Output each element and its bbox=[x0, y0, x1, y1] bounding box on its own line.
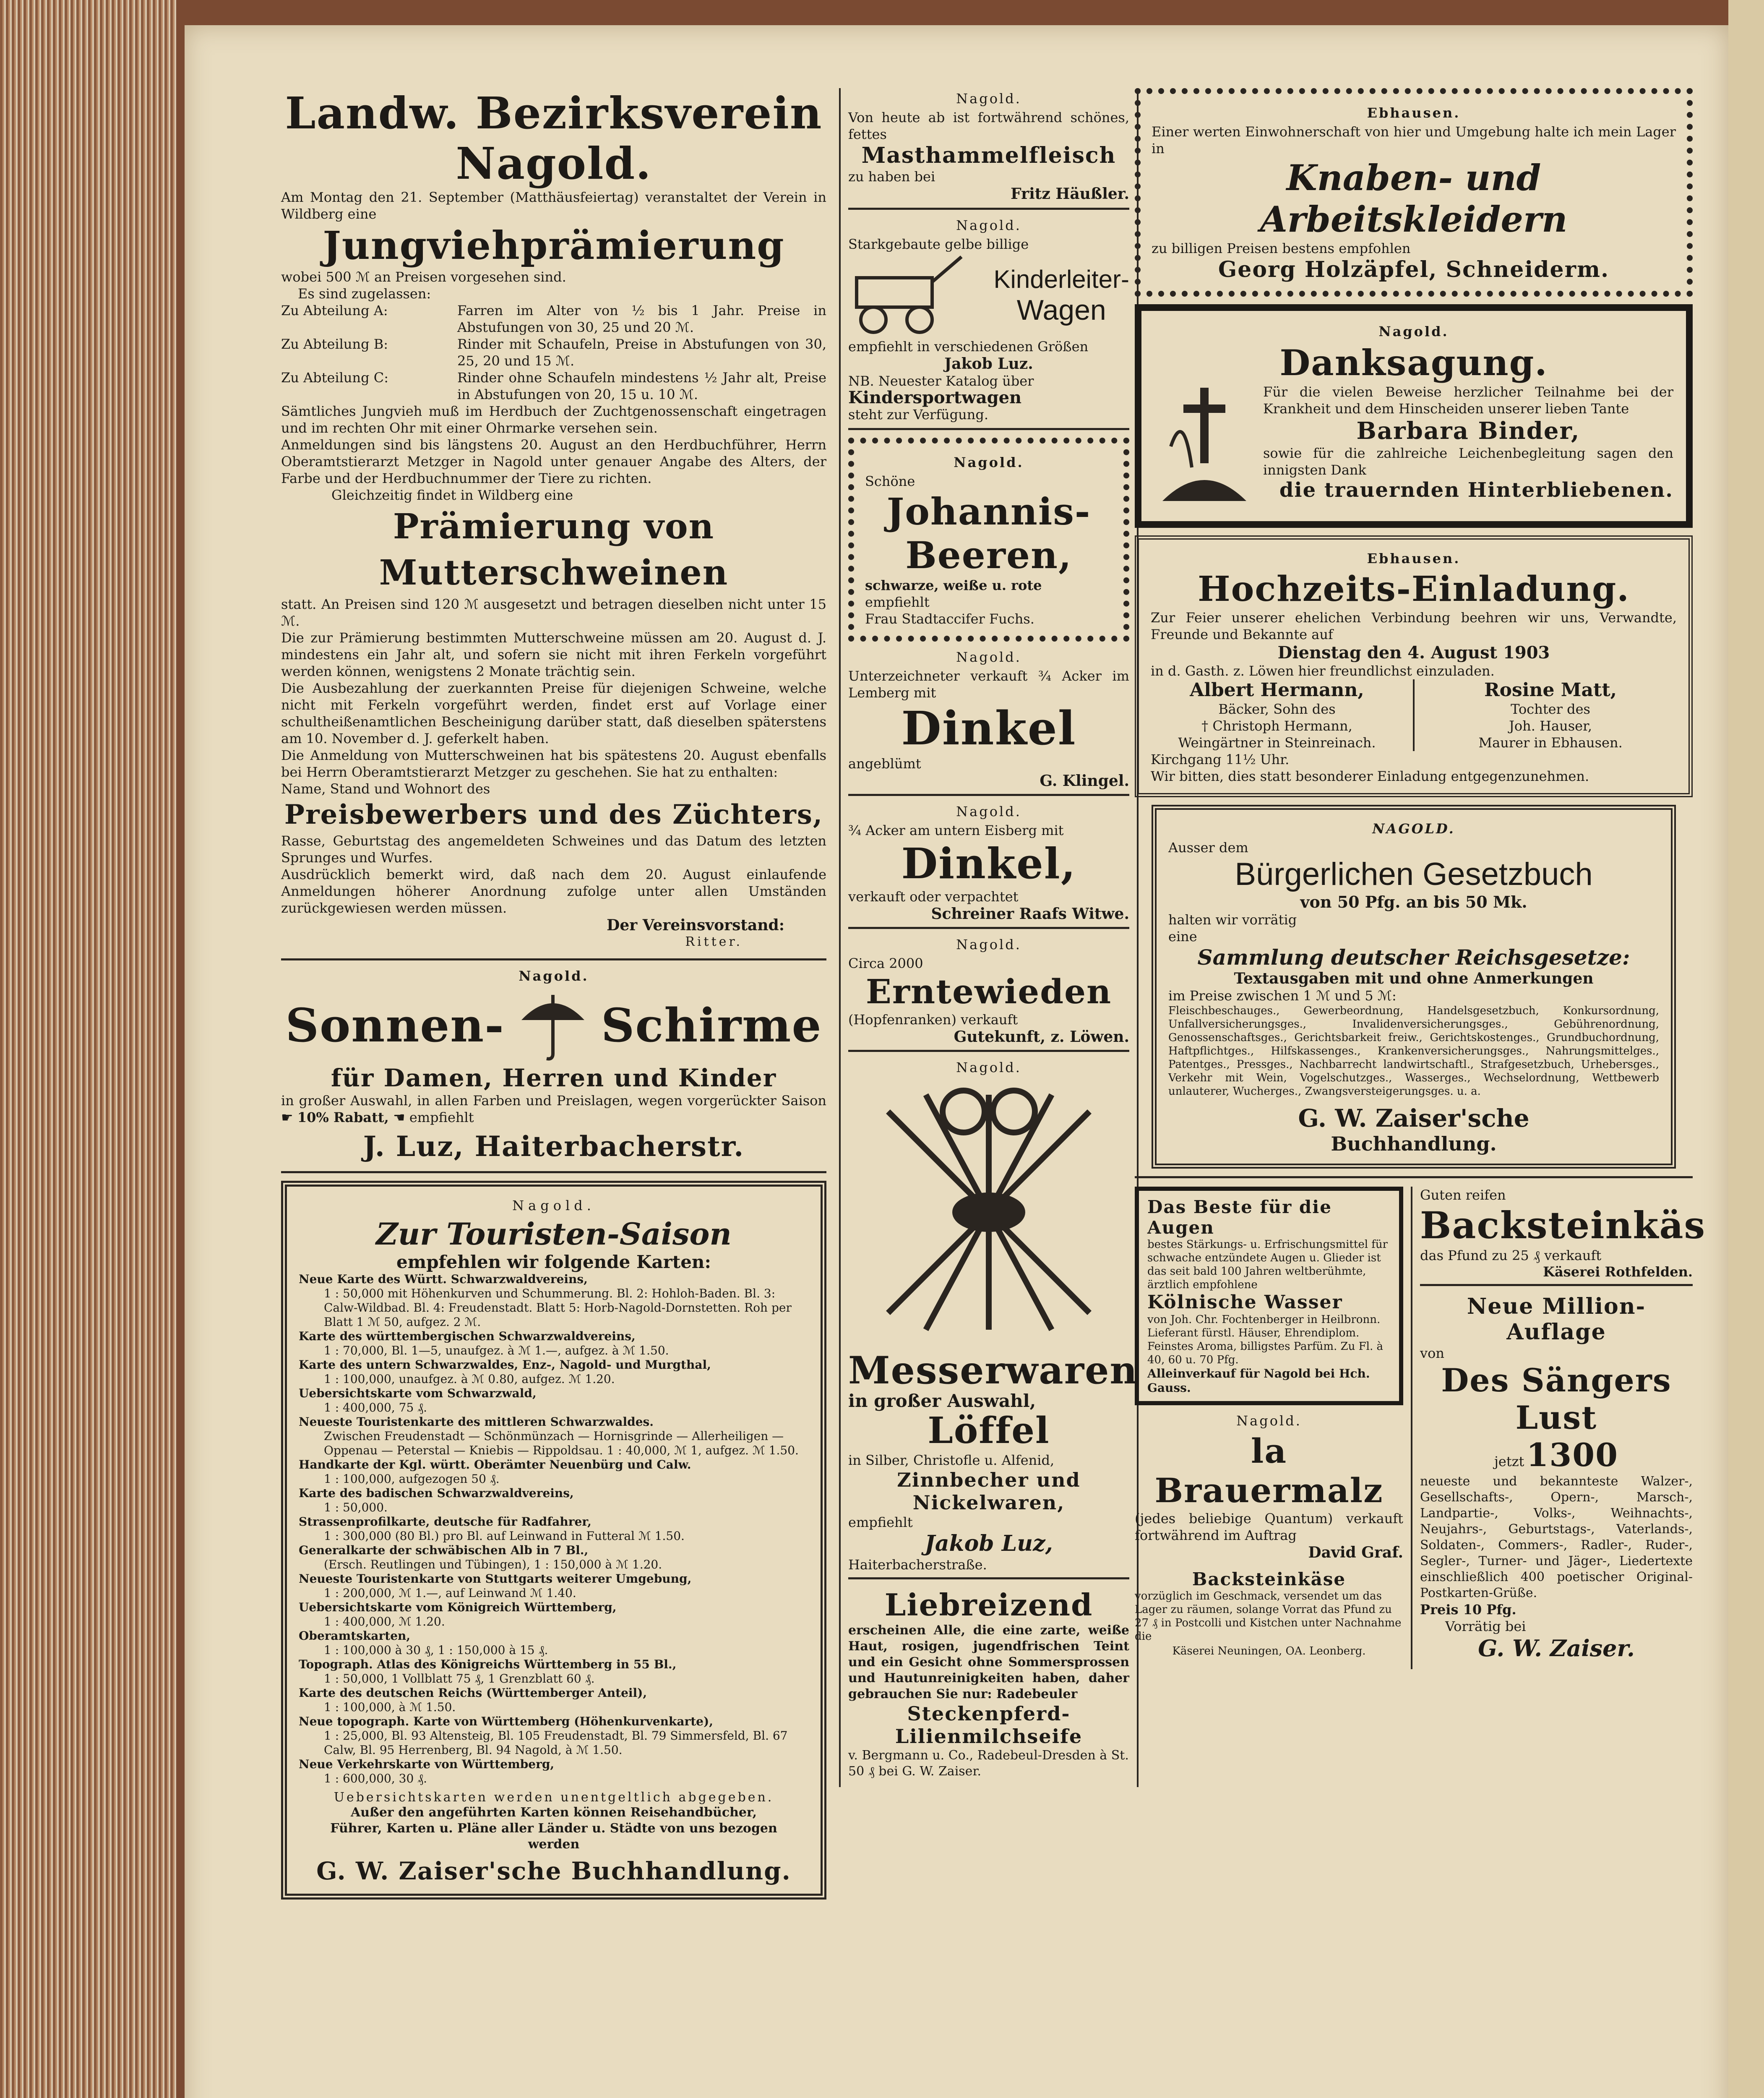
map-list-item bbox=[299, 1714, 809, 1757]
map-item-detail: 1 : 100,000, aufgezogen 50 ₰. bbox=[324, 1472, 500, 1486]
title: Johannis- bbox=[886, 490, 1091, 533]
ad-text: in d. Gasth. z. Löwen hier freundlichst einzuladen. bbox=[1151, 663, 1495, 679]
bride-line: Tochter des bbox=[1511, 701, 1590, 717]
ad-kinderwagen bbox=[848, 217, 1129, 430]
label: Zu Abteilung C: bbox=[281, 370, 389, 386]
map-list-item bbox=[299, 1657, 809, 1686]
map-item-title: Neue Verkehrskarte von Württemberg, bbox=[299, 1757, 555, 1771]
map-list-item bbox=[299, 1757, 809, 1786]
ad-text: Rasse, Geburtstag des angemeldeten Schweines und das Datum des letzten Sprunges und Wurfes. bbox=[281, 833, 826, 866]
ad-brauermalz bbox=[1135, 1413, 1403, 1561]
page-edges bbox=[0, 0, 176, 2098]
column-left bbox=[281, 88, 826, 1907]
ad-backsteinkaese-2 bbox=[1135, 1569, 1403, 1659]
ad-text: Gleichzeitig findet in Wildberg eine bbox=[331, 487, 573, 503]
maker: von Joh. Chr. Fochtenberger in Heilbronn. bbox=[1147, 1313, 1381, 1326]
section-b bbox=[281, 336, 826, 369]
ad-touristen-saison bbox=[281, 1181, 826, 1900]
title: Liebreizend bbox=[884, 1587, 1093, 1623]
text: in großer Auswahl, in allen Farben und Preislagen, wegen vorgerückter Saison bbox=[281, 1093, 826, 1109]
rabatt: 10% Rabatt, bbox=[297, 1109, 389, 1125]
ad-text: schwarze, weiße u. rote bbox=[865, 577, 1042, 593]
groom-line: Weingärtner in Steinreinach. bbox=[1178, 735, 1376, 751]
signature: Gutekunft, z. Löwen. bbox=[954, 1028, 1129, 1046]
map-list-item bbox=[299, 1458, 809, 1486]
groom-block bbox=[1151, 679, 1403, 751]
map-item-title: Handkarte der Kgl. württ. Oberämter Neuenbürg und Calw. bbox=[299, 1458, 691, 1472]
ad-text: halten wir vorrätig bbox=[1168, 912, 1297, 928]
title: Neue Million-Auflage bbox=[1467, 1294, 1646, 1345]
map-item-detail: 1 : 100,000 à 30 ₰, 1 : 150,000 à 15 ₰. bbox=[324, 1643, 548, 1657]
title: Bürgerlichen Gesetzbuch bbox=[1235, 856, 1593, 892]
place: Ebhausen. bbox=[1367, 105, 1461, 121]
map-item-detail: 1 : 50,000, 1 Vollblatt 75 ₰, 1 Grenzblatt 60 ₰. bbox=[324, 1672, 595, 1686]
next-page-edge bbox=[1728, 0, 1764, 2098]
ad-text: in großer Auswahl, bbox=[848, 1391, 1036, 1411]
title: Zur Touristen-Saison bbox=[376, 1216, 732, 1252]
ad-erntewieden bbox=[848, 937, 1129, 1052]
title-line: Kinderleiter- bbox=[993, 265, 1129, 293]
title: Hochzeits-Einladung. bbox=[1198, 569, 1630, 609]
text: Rinder mit Schaufeln, Preise in Abstufungen von 30, 25, 20 und 15 ℳ. bbox=[457, 336, 826, 369]
newspaper-page bbox=[185, 25, 1728, 2098]
map-list-item bbox=[299, 1272, 809, 1329]
ad-text: Starkgebaute gelbe billige bbox=[848, 236, 1029, 252]
map-item-title: Oberamtskarten, bbox=[299, 1629, 411, 1643]
wagon-icon bbox=[848, 253, 966, 338]
ad-messerwaren bbox=[848, 1059, 1138, 1579]
also-note: Außer den angeführten Karten können Reisehandbücher, Führer, Karten u. Pläne aller Länder u. Städte von uns bezogen werden bbox=[330, 1805, 777, 1852]
ad-text: eine bbox=[1168, 929, 1197, 945]
nb-text: Kindersportwagen bbox=[848, 388, 1022, 407]
nb-text: steht zur Verfügung. bbox=[848, 407, 989, 423]
church: Kirchgang 11½ Uhr. bbox=[1151, 752, 1290, 767]
ad-augen bbox=[1135, 1187, 1403, 1405]
empfiehlt: empfiehlt bbox=[409, 1109, 474, 1125]
ad-text: Schöne bbox=[865, 473, 915, 489]
ad-text: Circa 2000 bbox=[848, 955, 923, 971]
signature: Käserei Rothfelden. bbox=[1543, 1264, 1693, 1280]
place: Nagold. bbox=[519, 968, 589, 984]
firm: J. Luz, Haiterbacherstr. bbox=[363, 1130, 745, 1163]
signature: Frau Stadtaccifer Fuchs. bbox=[865, 611, 1034, 627]
map-item-detail: 1 : 600,000, 30 ₰. bbox=[324, 1772, 427, 1785]
title: Beeren, bbox=[905, 533, 1072, 577]
bottom-right-divider bbox=[1411, 1187, 1412, 1669]
groom-name: Albert Hermann, bbox=[1190, 679, 1364, 701]
price: Preis 10 Pfg. bbox=[1420, 1602, 1516, 1618]
ad-text: bestes Stärkungs- u. Erfrischungsmittel für schwache entzündete Augen u. Glieder ist das seit bald 100 Jahren weltberühmte, ärztlich empfohlene bbox=[1147, 1238, 1388, 1291]
map-item-detail: (Ersch. Reutlingen und Tübingen), 1 : 150,000 à ℳ 1.20. bbox=[324, 1558, 662, 1571]
footer: v. Bergmann u. Co., Radebeul-Dresden à St. 50 ₰ bei G. W. Zaiser. bbox=[848, 1748, 1129, 1779]
ad-text: Es sind zugelassen: bbox=[298, 286, 431, 302]
ad-text: ¾ Acker am untern Eisberg mit bbox=[848, 822, 1064, 838]
map-item-detail: 1 : 100,000, à ℳ 1.50. bbox=[324, 1700, 456, 1714]
title: Dinkel, bbox=[901, 839, 1076, 888]
bride-line: Joh. Hauser, bbox=[1509, 718, 1592, 734]
map-item-title: Topograph. Atlas des Königreichs Württemberg in 55 Bl., bbox=[299, 1657, 677, 1671]
ad-hammel bbox=[848, 91, 1129, 210]
hand-icon: ☛ bbox=[281, 1109, 293, 1125]
map-item-title: Neueste Touristenkarte des mittleren Schwarzwaldes. bbox=[299, 1415, 654, 1429]
law-list: Fleischbeschauges., Gewerbeordnung, Handelsgesetzbuch, Konkursordnung, Unfallversicherungsges., Invalidenversicherungsges., Gebührenordnung, Genossenschaftsges., Gerichtsbarkeit freiw., Gerichtskostenges., Grundbuchordnung, Haftpflichtges., Hilfskassenges., Krankenversicherungsges., Nahrungsmittelges., Patentges., Pressges., Nachbarrecht landwirtschaftl., Strafgesetzbuch, Urhebersges., Verkehr mit Wein, Vogelschutzges., Wasserges., Wechselordnung, Wettbewerb unlauterer, Wucherges., Zwangsversteigerungsges. u. a. bbox=[1168, 1005, 1659, 1098]
ad-text bbox=[281, 1092, 826, 1126]
map-item-title: Karte des untern Schwarzwaldes, Enz-, Nagold- und Murgthal, bbox=[299, 1358, 711, 1372]
ad-sonnenschirme bbox=[281, 968, 826, 1173]
ad-text: Ausser dem bbox=[1168, 840, 1248, 856]
section-c bbox=[281, 369, 826, 403]
ad-text: (Hopfenranken) verkauft bbox=[848, 1012, 1018, 1028]
ad-text: verkauft oder verpachtet bbox=[848, 889, 1019, 905]
ad-gesetzbuch bbox=[1152, 805, 1676, 1169]
map-item-title: Karte des deutschen Reichs (Württemberger Anteil), bbox=[299, 1686, 647, 1700]
ad-text: vorzüglich im Geschmack, versendet um das Lager zu räumen, solange Vorrat das Pfund zu 27 ₰ in Postcolli und Kistchen unter Nachnahme die bbox=[1135, 1590, 1402, 1643]
signature: Käserei Neuningen, OA. Leonberg. bbox=[1172, 1645, 1366, 1657]
place: Nagold. bbox=[956, 1059, 1021, 1075]
title-row bbox=[281, 986, 826, 1064]
label: Zu Abteilung B: bbox=[281, 336, 388, 352]
range: im Preise zwischen 1 ℳ und 5 ℳ: bbox=[1168, 988, 1397, 1004]
signature: G. Klingel. bbox=[1040, 772, 1129, 790]
ad-text: empfiehlt bbox=[865, 594, 930, 610]
text: Farren im Alter von ½ bis 1 Jahr. Preise in Abstufungen von 30, 25 und 20 ℳ. bbox=[457, 303, 826, 335]
label: Zu Abteilung A: bbox=[281, 303, 388, 318]
map-list bbox=[299, 1272, 809, 1786]
map-list-item bbox=[299, 1629, 809, 1657]
signature-name: G. W. Zaiser'sche bbox=[1298, 1104, 1529, 1133]
subtitle: empfehlen wir folgende Karten: bbox=[396, 1252, 711, 1272]
ad-text: Die zur Prämierung bestimmten Mutterschweine müssen am 20. August d. J. mindestens ein Jahr alt, und sofern sie nicht mit ihren Ferkeln vorgeführt werden können, wenigstens 2 Monate trächtig sein. bbox=[281, 630, 826, 679]
wagen-row bbox=[848, 253, 1129, 338]
ad-text: Die Anmeldung von Mutterschweinen hat bis spätestens 20. August ebenfalls bei Herrn Oberamtstierarzt Metzger zu geschehen. Sie hat zu enthalten: bbox=[281, 747, 826, 780]
place: Nagold. bbox=[956, 937, 1021, 952]
jetzt: jetzt bbox=[1494, 1453, 1524, 1469]
title: Des Sängers Lust bbox=[1441, 1362, 1672, 1436]
signature: Jakob Luz, bbox=[925, 1531, 1053, 1556]
free-note: Uebersichtskarten werden unentgeltlich abgegeben. bbox=[334, 1790, 774, 1805]
map-item-title: Uebersichtskarte vom Schwarzwald, bbox=[299, 1386, 537, 1400]
title: Backsteinkäse bbox=[1192, 1569, 1346, 1589]
place: Nagold. bbox=[512, 1198, 595, 1213]
map-list-item bbox=[299, 1686, 809, 1714]
address: Haiterbacherstraße. bbox=[848, 1557, 987, 1573]
signature: G. W. Zaiser. bbox=[1478, 1635, 1635, 1662]
place: Nagold. bbox=[956, 804, 1021, 819]
ad-text: Anmeldungen sind bis längstens 20. August an den Herdbuchführer, Herrn Oberamtstierarzt Metzger in Nagold unter genauer Angabe des Alters, der Farbe und der Herdbuchnummer der Tiere zu richten. bbox=[281, 437, 826, 486]
title: Sammlung deutscher Reichsgesetze: bbox=[1197, 945, 1630, 970]
ad-text: Ausdrücklich bemerkt wird, daß nach dem 20. August einlaufende Anmeldungen höherer Anordnung zufolge unter allen Umständen zurückgewiesen werden müssen. bbox=[281, 866, 826, 916]
title: Danksagung. bbox=[1279, 342, 1548, 384]
dank-text bbox=[1263, 384, 1673, 502]
place: Nagold. bbox=[954, 454, 1024, 470]
map-item-detail: 1 : 300,000 (80 Bl.) pro Bl. auf Leinwand in Futteral ℳ 1.50. bbox=[324, 1529, 685, 1543]
map-list-item bbox=[299, 1600, 809, 1629]
hand-icon: ☚ bbox=[393, 1109, 405, 1125]
groom-line: † Christoph Hermann, bbox=[1201, 718, 1352, 734]
count-line bbox=[1420, 1436, 1693, 1474]
place: NAGOLD. bbox=[1372, 821, 1455, 837]
bottom-right-grid bbox=[1135, 1176, 1706, 1669]
signature: Fritz Häußler. bbox=[1011, 185, 1129, 203]
title: Steckenpferd-Lilienmilchseife bbox=[895, 1702, 1083, 1748]
ad-text: sowie für die zahlreiche Leichenbegleitung sagen den innigsten Dank bbox=[1263, 445, 1673, 478]
ad-text: (jedes beliebige Quantum) verkauft fortwährend im Auftrag bbox=[1135, 1511, 1403, 1543]
nb-text: NB. Neuester Katalog über bbox=[848, 373, 1034, 389]
map-item-detail: 1 : 200,000, ℳ 1.—, auf Leinwand ℳ 1.40. bbox=[324, 1586, 576, 1600]
bottom-right-right bbox=[1420, 1187, 1706, 1669]
map-item-detail: 1 : 50,000 mit Höhenkurven und Schummerung. Bl. 2: Hohloh-Baden. Bl. 3: Calw-Wildbad. Bl. 4: Freudenstadt. Blatt 5: Horb-Nagold-Dornstetten. Roh per Blatt 1 ℳ 50, aufgez. 2 ℳ. bbox=[324, 1286, 792, 1329]
map-list-item bbox=[299, 1486, 809, 1515]
map-item-title: Karte des badischen Schwarzwaldvereins, bbox=[299, 1486, 574, 1500]
price: von 50 Pfg. an bis 50 Mk. bbox=[1300, 892, 1527, 911]
map-item-detail: 1 : 25,000, Bl. 93 Altensteig, Bl. 105 Freudenstadt, Bl. 79 Simmersfeld, Bl. 67 Calw, Bl. 95 Herrenberg, Bl. 94 Nagold, à ℳ 1.50. bbox=[324, 1729, 788, 1757]
map-item-detail: 1 : 400,000, 75 ₰. bbox=[324, 1401, 427, 1414]
bride-name: Rosine Matt, bbox=[1484, 679, 1617, 701]
ad-saengers-lust bbox=[1420, 1294, 1693, 1662]
headline: Prämierung von Mutterschweinen bbox=[379, 506, 729, 593]
map-item-title: Uebersichtskarte vom Königreich Württemberg, bbox=[299, 1600, 617, 1614]
map-item-title: Strassenprofilkarte, deutsche für Radfahrer, bbox=[299, 1515, 591, 1529]
signature: Der Vereinsvorstand: bbox=[607, 916, 784, 934]
title-right: Schirme bbox=[601, 998, 822, 1052]
ad-text: neueste und bekannteste Walzer-, Gesellschafts-, Opern-, Marsch-, Landpartie-, Volks-, Weihnachts-, Neujahrs-, Geburtstags-, Vaterlands-, Soldaten-, Commers-, Radler-, Ruder-, Segler-, Turner- und Jäger-, Liedertexte einschließlich 400 poetischer Original-Postkarten-Grüße. bbox=[1420, 1474, 1693, 1600]
ad-text: Unterzeichneter verkauft ¾ Acker im Lemberg mit bbox=[848, 668, 1129, 701]
sale: Alleinverkauf für Nagold bei Hch. Gauss. bbox=[1147, 1367, 1370, 1395]
ad-text: Name, Stand und Wohnort des bbox=[281, 781, 490, 797]
title: Dinkel bbox=[901, 701, 1076, 755]
map-item-detail: Zwischen Freudenstadt — Schönmünzach — Hornisgrinde — Allerheiligen — Oppenau — Peterstal — Kniebis — Rippoldsau. 1 : 40,000, ℳ 1, aufgez. ℳ 1.50. bbox=[324, 1429, 799, 1457]
ad-danksagung bbox=[1135, 304, 1693, 528]
umbrella-icon bbox=[517, 986, 589, 1064]
title: Löffel bbox=[928, 1409, 1050, 1452]
ad-text: Lieferant fürstl. Häuser, Ehrendiplom. Feinstes Aroma, billigstes Parfüm. Zu Fl. à 40, 60 u. 70 Pfg. bbox=[1147, 1327, 1383, 1366]
ad-kleider bbox=[1135, 88, 1693, 297]
title: Arbeitskleidern bbox=[1260, 198, 1568, 240]
section-a bbox=[281, 302, 826, 336]
map-list-item bbox=[299, 1515, 809, 1543]
ad-hochzeit bbox=[1135, 535, 1693, 797]
headline: Jungviehprämierung bbox=[323, 223, 785, 268]
map-list-item bbox=[299, 1572, 809, 1600]
ad-title: Landw. Bezirksverein Nagold. bbox=[285, 87, 823, 189]
map-list-item bbox=[299, 1358, 809, 1386]
bottom-right-left bbox=[1135, 1187, 1403, 1667]
sub: Textausgaben mit und ohne Anmerkungen bbox=[1234, 970, 1594, 987]
ad-dinkel-1 bbox=[848, 649, 1129, 796]
ad-text: Sämtliches Jungvieh muß im Herdbuch der Zuchtgenossenschaft eingetragen und im rechten Ohr mit einer Ohrmarke versehen sein. bbox=[281, 403, 826, 436]
place: Nagold. bbox=[956, 217, 1021, 233]
couple bbox=[1151, 679, 1677, 751]
ad-text: angeblümt bbox=[848, 756, 921, 772]
ad-text: wobei 500 ℳ an Preisen vorgesehen sind. bbox=[281, 269, 566, 285]
subtitle: für Damen, Herren und Kinder bbox=[331, 1064, 777, 1092]
ad-text: Die Ausbezahlung der zuerkannten Preise für diejenigen Schweine, welche nicht mit Ferkeln vorgeführt werden, findet erst auf Vorlage einer schultheißenamtlichen Bescheinigung darüber statt, daß dieselben späterstens am 10. November d. J. geferkelt haben. bbox=[281, 680, 826, 746]
map-item-detail: 1 : 70,000, Bl. 1—5, unaufgez. à ℳ 1.—, aufgez. à ℳ 1.50. bbox=[324, 1344, 669, 1357]
ad-text: erscheinen Alle, die eine zarte, weiße Haut, rosigen, jugendfrischen Teint und ein Gesicht ohne Sommersprossen und Hautunreinigkeiten haben, daher gebrauchen Sie nur: Radebeuler bbox=[848, 1623, 1129, 1701]
bride-block bbox=[1424, 679, 1677, 751]
couple-divider bbox=[1413, 679, 1415, 751]
map-item-title: Neue Karte des Württ. Schwarzwaldvereins, bbox=[299, 1272, 588, 1286]
map-list-item bbox=[299, 1329, 809, 1358]
dank-row bbox=[1154, 384, 1673, 511]
ad-dinkel-2 bbox=[848, 804, 1129, 929]
title-line: Wagen bbox=[1016, 294, 1106, 326]
signature: Schreiner Raafs Witwe. bbox=[931, 905, 1129, 923]
place: Nagold. bbox=[956, 649, 1021, 665]
map-item-title: Neueste Touristenkarte von Stuttgarts weiterer Umgebung, bbox=[299, 1572, 692, 1586]
signature: die trauernden Hinterbliebenen. bbox=[1279, 478, 1673, 502]
ad-text: Guten reifen bbox=[1420, 1187, 1506, 1203]
ad-text: Zur Feier unserer ehelichen Verbindung beehren wir uns, Verwandte, Freunde und Bekannte auf bbox=[1151, 610, 1677, 642]
title: Zinnbecher und Nickelwaren, bbox=[897, 1469, 1081, 1514]
place: Ebhausen. bbox=[1367, 551, 1461, 566]
column-middle bbox=[839, 88, 1139, 1787]
place: Nagold. bbox=[1378, 324, 1449, 339]
map-list-item bbox=[299, 1386, 809, 1415]
ad-text: Von heute ab ist fortwährend schönes, fettes bbox=[848, 110, 1129, 142]
title: Kölnische Wasser bbox=[1147, 1292, 1343, 1313]
cutlery-icon bbox=[848, 1078, 1129, 1348]
map-item-title: Karte des württembergischen Schwarzwaldvereins, bbox=[299, 1329, 636, 1343]
signature-name: Ritter. bbox=[685, 934, 743, 949]
ad-johannisbeeren bbox=[848, 438, 1129, 642]
signature bbox=[1168, 1104, 1659, 1155]
ad-backsteinkaes bbox=[1420, 1187, 1706, 1286]
map-item-title: Generalkarte der schwäbischen Alb in 7 Bl., bbox=[299, 1543, 589, 1557]
title: Erntewieden bbox=[865, 972, 1112, 1011]
place: Nagold. bbox=[1236, 1413, 1302, 1429]
ad-text: empfiehlt bbox=[848, 1514, 913, 1530]
count: 1300 bbox=[1526, 1436, 1619, 1474]
ad-text: Für die vielen Beweise herzlicher Teilnahme bei der Krankheit und dem Hinscheiden unserer lieben Tante bbox=[1263, 384, 1673, 417]
title: Das Beste für die Augen bbox=[1147, 1197, 1332, 1238]
ad-bezirksverein bbox=[281, 88, 826, 960]
signature-name: Buchhandlung. bbox=[1331, 1133, 1497, 1155]
ad-text: empfiehlt in verschiedenen Größen bbox=[848, 339, 1089, 355]
map-list-item bbox=[299, 1415, 809, 1458]
von: von bbox=[1420, 1345, 1444, 1361]
note: Wir bitten, dies statt besonderer Einladung entgegenzunehmen. bbox=[1151, 768, 1589, 784]
ad-text: in Silber, Christofle u. Alfenid, bbox=[848, 1452, 1055, 1468]
ad-text: statt. An Preisen sind 120 ℳ ausgesetzt und betragen dieselben nicht unter 15 ℳ. bbox=[281, 596, 826, 629]
name: Barbara Binder, bbox=[1356, 417, 1580, 445]
map-item-detail: 1 : 400,000, ℳ 1.20. bbox=[324, 1615, 445, 1628]
ad-text: das Pfund zu 25 ₰ verkauft bbox=[1420, 1247, 1602, 1263]
ad-text: Am Montag den 21. September (Matthäusfeiertag) veranstaltet der Verein in Wildberg eine bbox=[281, 189, 826, 222]
title: Backsteinkäs bbox=[1420, 1203, 1706, 1247]
ad-text: Einer werten Einwohnerschaft von hier und Umgebung halte ich mein Lager in bbox=[1152, 124, 1676, 157]
title-left: Sonnen- bbox=[285, 998, 505, 1052]
signature: Jakob Luz. bbox=[944, 355, 1033, 373]
signature: Georg Holzäpfel, Schneiderm. bbox=[1218, 257, 1610, 282]
title: Masthammelfleisch bbox=[861, 143, 1116, 168]
headline: Preisbewerbers und des Züchters, bbox=[284, 799, 823, 830]
title: la Brauermalz bbox=[1154, 1431, 1384, 1510]
signature: David Graf. bbox=[1308, 1544, 1403, 1561]
groom-line: Bäcker, Sohn des bbox=[1218, 701, 1336, 717]
map-item-detail: 1 : 50,000. bbox=[324, 1500, 388, 1514]
date: Dienstag den 4. August 1903 bbox=[1277, 643, 1550, 663]
ad-text: zu haben bei bbox=[848, 169, 935, 185]
sale: Vorrätig bei bbox=[1445, 1618, 1526, 1634]
title: Messerwaren bbox=[848, 1348, 1138, 1393]
wagen-title bbox=[994, 265, 1129, 326]
map-item-title: Neue topograph. Karte von Württemberg (Höhenkurvenkarte), bbox=[299, 1714, 713, 1728]
bride-line: Maurer in Ebhausen. bbox=[1478, 735, 1623, 751]
firm: G. W. Zaiser'sche Buchhandlung. bbox=[316, 1857, 791, 1885]
place: Nagold. bbox=[956, 91, 1021, 107]
title: Knaben- und bbox=[1286, 157, 1541, 198]
text: Rinder ohne Schaufeln mindestens ½ Jahr alt, Preise in Abstufungen von 20, 15 u. 10 ℳ. bbox=[457, 370, 826, 402]
ad-text: zu billigen Preisen bestens empfohlen bbox=[1152, 240, 1411, 256]
grave-cross-icon bbox=[1154, 384, 1255, 511]
map-item-detail: 1 : 100,000, unaufgez. à ℳ 0.80, aufgez. ℳ 1.20. bbox=[324, 1372, 615, 1386]
map-list-item bbox=[299, 1543, 809, 1572]
ad-liebreizend bbox=[848, 1587, 1129, 1780]
column-right bbox=[1135, 88, 1706, 1669]
